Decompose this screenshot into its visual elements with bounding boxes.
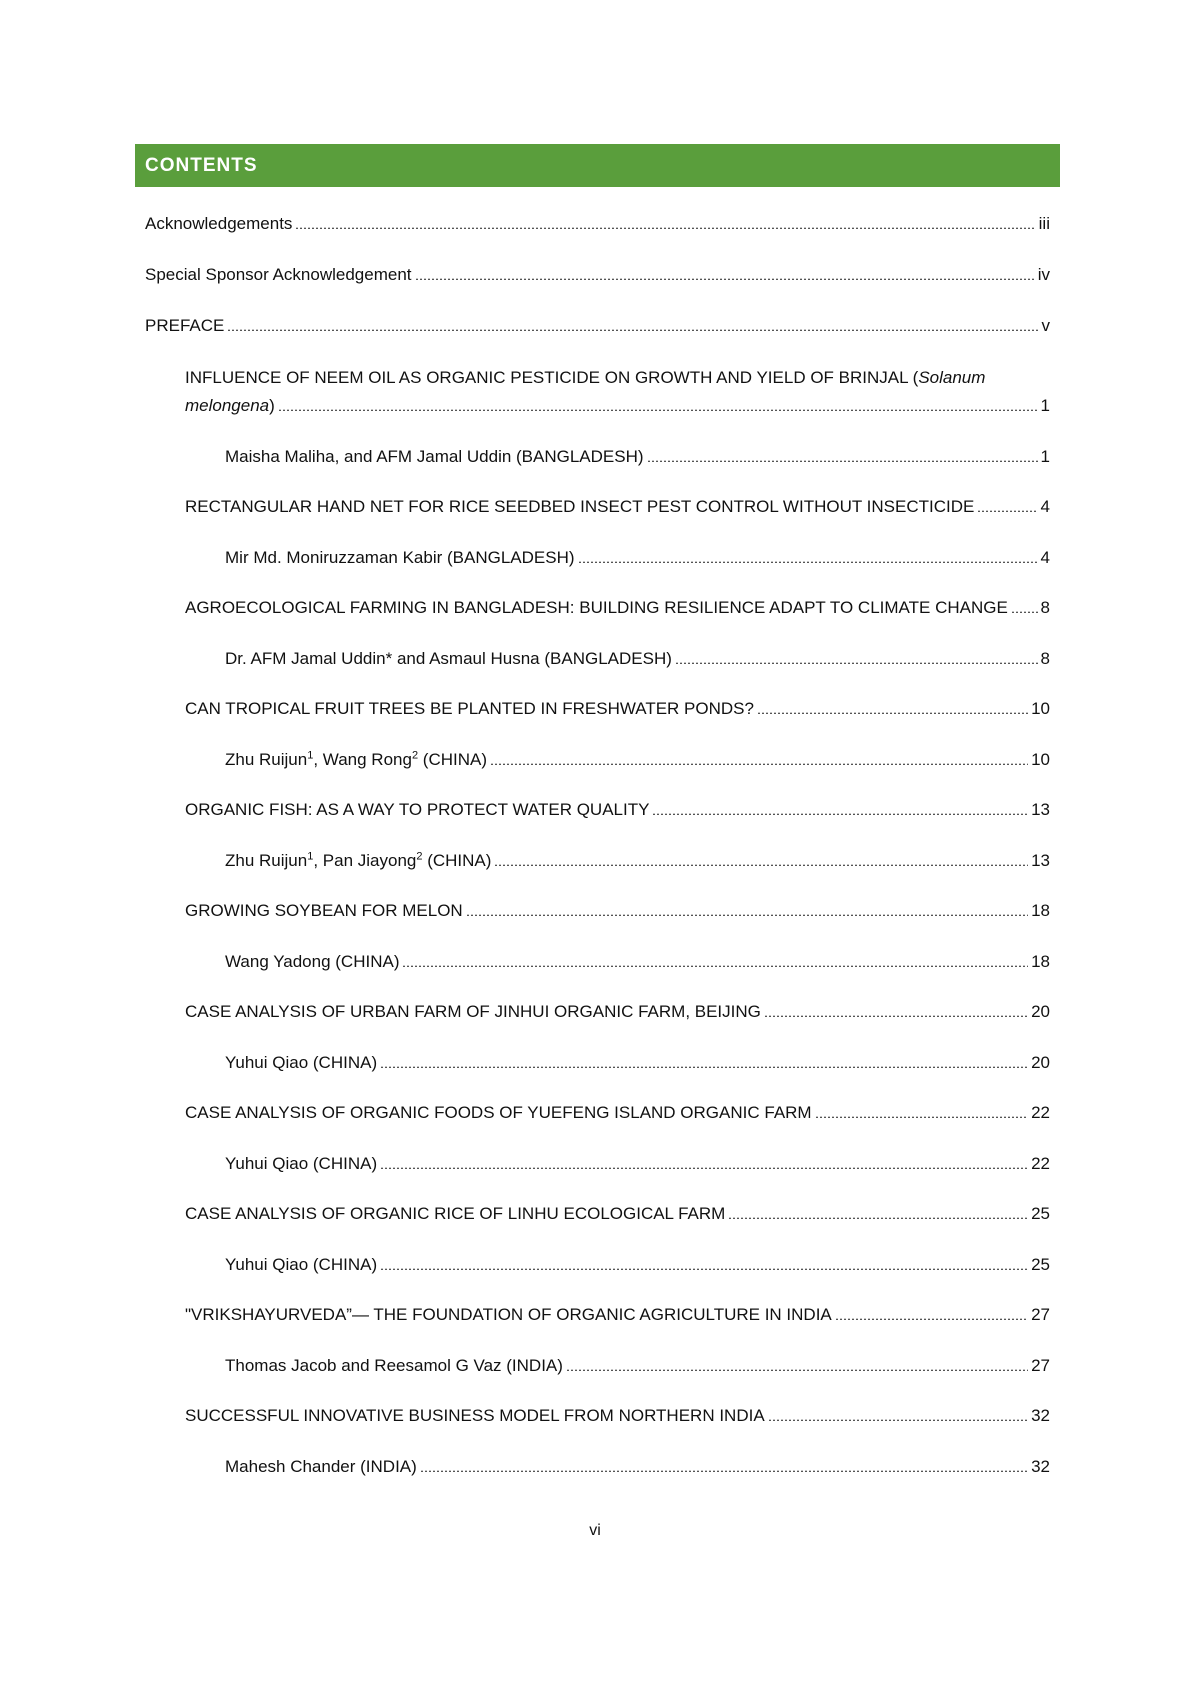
toc-entry-title <box>225 850 491 872</box>
dot-leader <box>652 810 1028 815</box>
toc-entry-page: 27 <box>1031 1305 1050 1324</box>
toc-entry-page: 18 <box>1031 901 1050 920</box>
toc-entry-page: 32 <box>1031 1457 1050 1476</box>
author-country: (CHINA) <box>422 851 492 870</box>
toc-entry-page: 4 <box>1040 497 1050 516</box>
dot-leader <box>578 558 1038 563</box>
affiliation-mark: 1 <box>307 749 314 762</box>
toc-entry-page: 13 <box>1031 800 1050 819</box>
toc-entry-hand-net[interactable] <box>185 496 1050 518</box>
dot-leader <box>675 659 1038 664</box>
toc-entry-title: ORGANIC FISH: AS A WAY TO PROTECT WATER QUALITY <box>185 800 650 819</box>
toc-entry-page: iii <box>1038 214 1050 233</box>
toc-entry-title: Yuhui Qiao (CHINA) <box>225 1255 378 1274</box>
toc-entry-title: CASE ANALYSIS OF ORGANIC FOODS OF YUEFENG ISLAND ORGANIC FARM <box>185 1103 812 1122</box>
toc-entry-page: 8 <box>1040 598 1050 617</box>
toc-entry-title: Thomas Jacob and Reesamol G Vaz (INDIA) <box>225 1356 563 1375</box>
toc-entry-agroecological[interactable] <box>185 597 1050 619</box>
toc-entry-author[interactable] <box>225 850 1050 872</box>
toc-entry-page: iv <box>1037 265 1050 284</box>
toc-entry-title: Mahesh Chander (INDIA) <box>225 1457 417 1476</box>
toc-entry-title: "VRIKSHAYURVEDA”— THE FOUNDATION OF ORGANIC AGRICULTURE IN INDIA <box>185 1305 832 1324</box>
toc-entry-neem-oil-line2[interactable] <box>185 395 1050 417</box>
toc-entry-title-italic: melongena <box>185 396 270 415</box>
toc-entry-title: PREFACE <box>145 316 225 335</box>
dot-leader <box>466 911 1028 916</box>
toc-entry-page: 25 <box>1031 1255 1050 1274</box>
toc-entry-title-cont <box>185 395 275 417</box>
toc-entry-neem-oil-line1[interactable] <box>185 367 985 389</box>
author-country: (CHINA) <box>418 750 488 769</box>
dot-leader <box>647 457 1038 462</box>
dot-leader <box>380 1265 1028 1270</box>
dot-leader <box>380 1164 1028 1169</box>
toc-entry-title: Wang Yadong (CHINA) <box>225 952 400 971</box>
toc-entry-page: 20 <box>1031 1002 1050 1021</box>
toc-entry-author[interactable] <box>225 1052 1050 1074</box>
dot-leader <box>728 1214 1028 1219</box>
affiliation-mark: 2 <box>411 749 419 762</box>
toc-entry-page: 22 <box>1031 1154 1050 1173</box>
toc-entry-author[interactable] <box>225 1153 1050 1175</box>
toc-entry-jinhui[interactable] <box>185 1001 1050 1023</box>
toc-entry-vrikshayurveda[interactable] <box>185 1304 1050 1326</box>
toc-entry-title-italic: Solanum <box>918 368 986 387</box>
toc-entry-organic-fish[interactable] <box>185 799 1050 821</box>
author-name: Zhu Ruijun <box>225 750 308 769</box>
toc-entry-linhu[interactable] <box>185 1203 1050 1225</box>
toc-entry-title: Yuhui Qiao (CHINA) <box>225 1154 378 1173</box>
toc-entry-title: Yuhui Qiao (CHINA) <box>225 1053 378 1072</box>
dot-leader <box>757 709 1028 714</box>
toc-entry-title: AGROECOLOGICAL FARMING IN BANGLADESH: BUILDING RESILIENCE ADAPT TO CLIMATE CHANGE <box>185 598 1008 617</box>
toc-entry-title: Mir Md. Moniruzzaman Kabir (BANGLADESH) <box>225 548 575 567</box>
dot-leader <box>764 1012 1028 1017</box>
toc-entry-page: 13 <box>1031 851 1050 870</box>
toc-entry-page: 8 <box>1040 649 1050 668</box>
affiliation-mark: 1 <box>307 850 314 863</box>
toc-entry-author[interactable] <box>225 1254 1050 1276</box>
toc-entry-title <box>225 749 487 771</box>
toc-entry-title: CASE ANALYSIS OF ORGANIC RICE OF LINHU ECOLOGICAL FARM <box>185 1204 726 1223</box>
toc-entry-preface[interactable] <box>145 315 1050 337</box>
toc-entry-author[interactable] <box>225 1355 1050 1377</box>
page-number: vi <box>589 1522 601 1539</box>
toc-entry-title: Special Sponsor Acknowledgement <box>145 265 412 284</box>
toc-entry-title: SUCCESSFUL INNOVATIVE BUSINESS MODEL FROM NORTHERN INDIA <box>185 1406 765 1425</box>
author-name: Zhu Ruijun <box>225 851 308 870</box>
dot-leader <box>278 406 1038 411</box>
toc-entry-page: 20 <box>1031 1053 1050 1072</box>
dot-leader <box>380 1063 1028 1068</box>
toc-entry-page: 1 <box>1040 396 1050 415</box>
toc-entry-title: Dr. AFM Jamal Uddin* and Asmaul Husna (BANGLADESH) <box>225 649 672 668</box>
toc-entry-acknowledgements[interactable] <box>145 213 1050 235</box>
toc-entry-page: 27 <box>1031 1356 1050 1375</box>
toc-entry-author[interactable] <box>225 749 1050 771</box>
dot-leader <box>295 224 1035 229</box>
toc-entry-page: 10 <box>1031 750 1050 769</box>
toc-entry-title: GROWING SOYBEAN FOR MELON <box>185 901 463 920</box>
toc-entry-author[interactable] <box>225 1456 1050 1478</box>
toc-entry-business-model[interactable] <box>185 1405 1050 1427</box>
dot-leader <box>490 760 1028 765</box>
toc-entry-page: 32 <box>1031 1406 1050 1425</box>
author-name: , Wang Rong <box>313 750 412 769</box>
toc-entry-yuefeng[interactable] <box>185 1102 1050 1124</box>
toc-entry-title: Maisha Maliha, and AFM Jamal Uddin (BANGLADESH) <box>225 447 644 466</box>
toc-entry-page: 25 <box>1031 1204 1050 1223</box>
toc-entry-fruit-trees[interactable] <box>185 698 1050 720</box>
dot-leader <box>227 326 1038 331</box>
author-name: , Pan Jiayong <box>313 851 417 870</box>
toc-entry-title: RECTANGULAR HAND NET FOR RICE SEEDBED INSECT PEST CONTROL WITHOUT INSECTICIDE <box>185 497 975 516</box>
toc-entry-soybean[interactable] <box>185 900 1050 922</box>
toc-entry-author[interactable] <box>225 446 1050 468</box>
dot-leader <box>835 1315 1028 1320</box>
toc-entry-page: v <box>1041 316 1050 335</box>
toc-entry-page: 10 <box>1031 699 1050 718</box>
affiliation-mark: 2 <box>416 850 423 863</box>
toc-entry-page: 18 <box>1031 952 1050 971</box>
contents-title: CONTENTS <box>145 154 258 176</box>
toc-entry-author[interactable] <box>225 648 1050 670</box>
toc-entry-title: CAN TROPICAL FRUIT TREES BE PLANTED IN FRESHWATER PONDS? <box>185 699 754 718</box>
toc-entry-page: 4 <box>1040 548 1050 567</box>
toc-entry-title: CASE ANALYSIS OF URBAN FARM OF JINHUI ORGANIC FARM, BEIJING <box>185 1002 761 1021</box>
dot-leader <box>1011 608 1038 613</box>
dot-leader <box>415 275 1035 280</box>
dot-leader <box>977 507 1037 512</box>
dot-leader <box>768 1416 1028 1421</box>
toc-entry-author[interactable] <box>225 951 1050 973</box>
dot-leader <box>566 1366 1028 1371</box>
dot-leader <box>494 861 1028 866</box>
toc-entry-page: 22 <box>1031 1103 1050 1122</box>
dot-leader <box>420 1467 1028 1472</box>
dot-leader <box>402 962 1028 967</box>
toc-entry-title: ) <box>269 396 275 415</box>
toc-entry-page: 1 <box>1040 447 1050 466</box>
toc-entry-author[interactable] <box>225 547 1050 569</box>
dot-leader <box>815 1113 1028 1118</box>
toc-entry-title: INFLUENCE OF NEEM OIL AS ORGANIC PESTICIDE ON GROWTH AND YIELD OF BRINJAL ( <box>185 368 919 387</box>
toc-entry-title: Acknowledgements <box>145 214 293 233</box>
toc-entry-sponsor-acknowledgement[interactable] <box>145 264 1050 286</box>
